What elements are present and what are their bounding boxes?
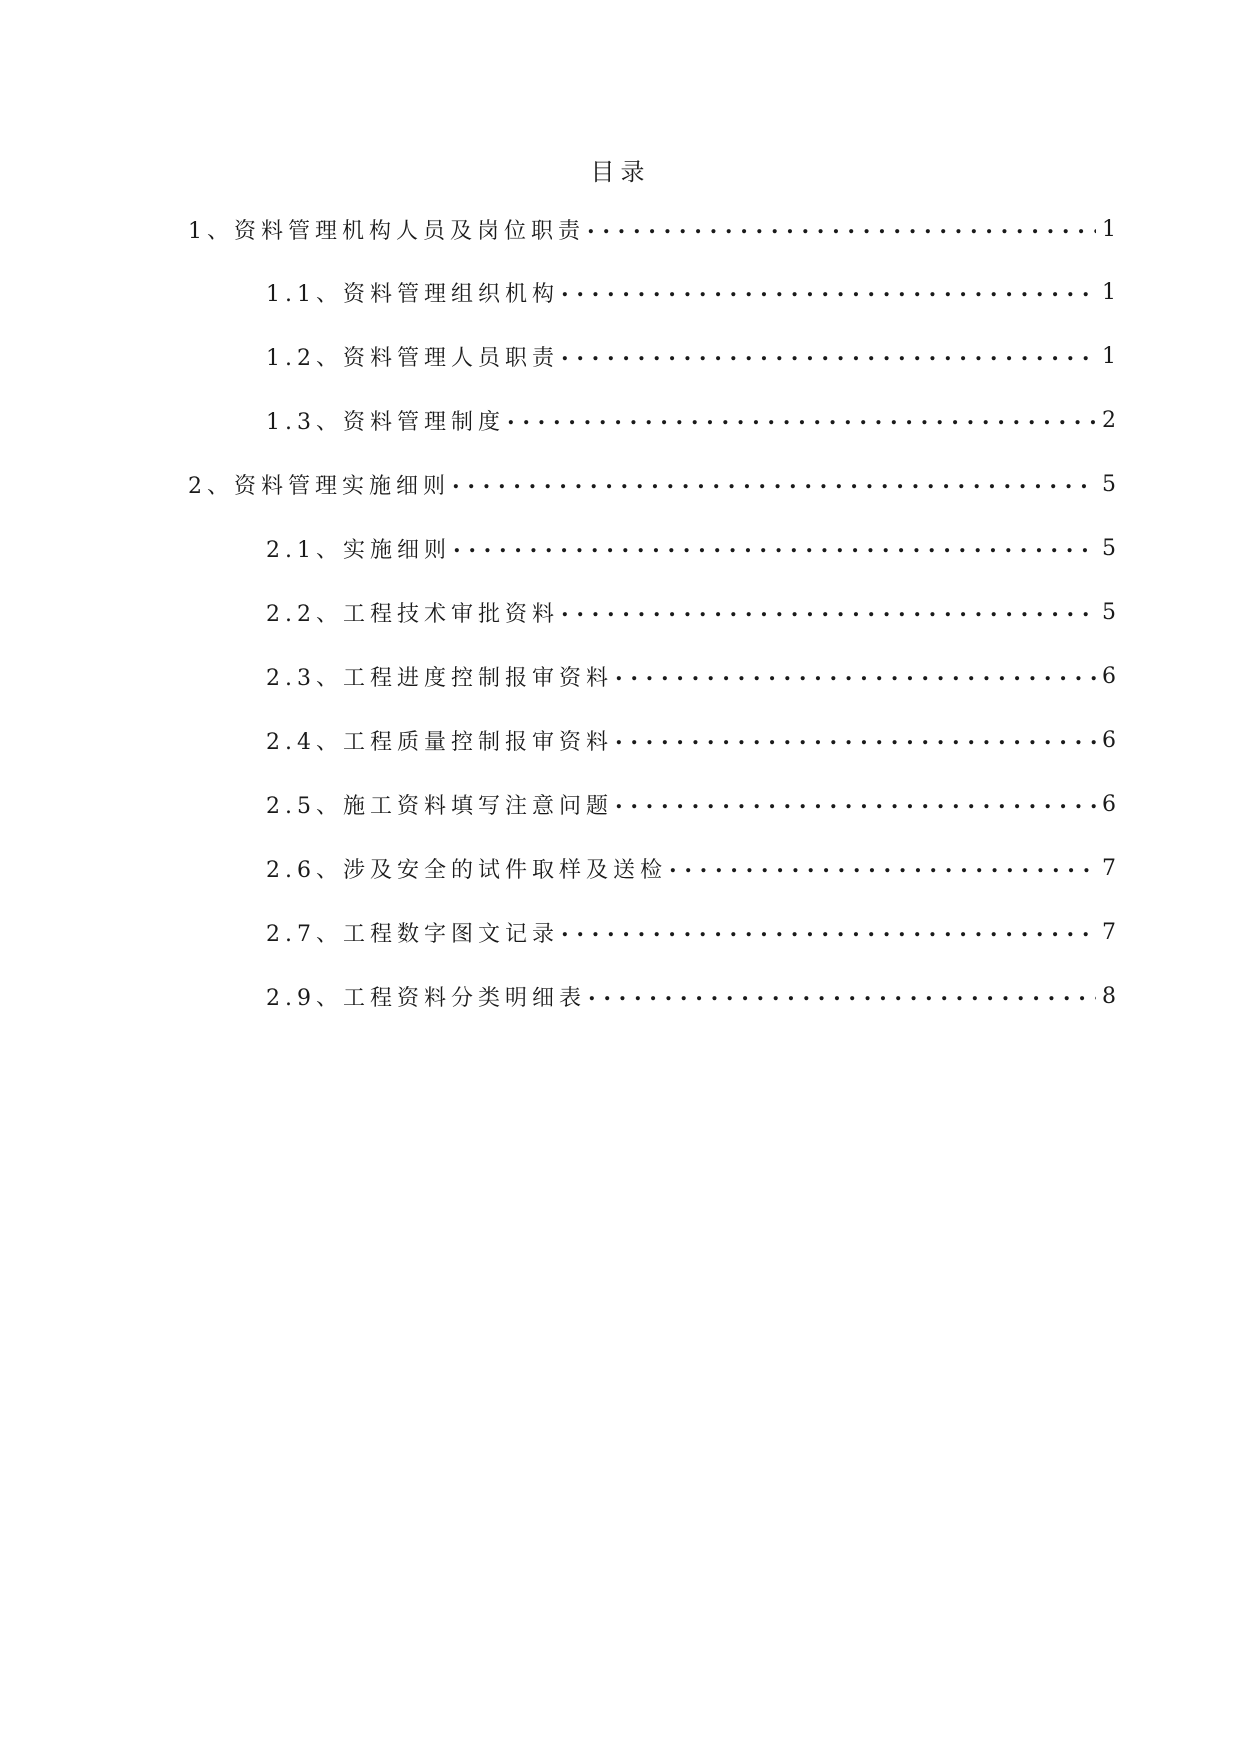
dot-leader: [561, 336, 1096, 376]
toc-entry-title: 工程进度控制报审资料: [343, 665, 614, 691]
dot-leader: [588, 976, 1096, 1016]
toc-entry[interactable]: [266, 912, 1116, 952]
toc-entry-number: 1.2、: [266, 345, 343, 371]
toc-entry-title: 工程质量控制报审资料: [343, 729, 614, 755]
toc-entry-title: 资料管理组织机构: [343, 281, 560, 307]
toc-entry-number: 1.3、: [266, 409, 343, 435]
toc-entry-page: 5: [1102, 599, 1116, 625]
toc-entry[interactable]: [266, 784, 1116, 824]
toc-entry-title: 实施细则: [343, 537, 452, 563]
toc-entry-number: 2.3、: [266, 665, 343, 691]
toc-entry[interactable]: [266, 336, 1116, 376]
dot-leader: [669, 848, 1096, 888]
toc-entry-title: 工程数字图文记录: [343, 921, 560, 947]
toc-entry-page: 5: [1102, 471, 1116, 497]
toc-entry-page: 1: [1102, 343, 1116, 369]
dot-leader: [452, 464, 1096, 504]
toc-entry[interactable]: [266, 272, 1116, 312]
toc-entry-title: 工程技术审批资料: [343, 601, 560, 627]
toc-entry-page: 6: [1102, 791, 1116, 817]
toc-entry-number: 2.1、: [266, 537, 343, 563]
toc-entry-number: 2、: [188, 473, 234, 499]
toc-entry-page: 6: [1102, 727, 1116, 753]
toc-entry-page: 5: [1102, 535, 1116, 561]
toc-entry[interactable]: [266, 720, 1116, 760]
toc-entry[interactable]: [266, 592, 1116, 632]
toc-entry-title: 资料管理人员职责: [343, 345, 560, 371]
toc-entry-title: 资料管理制度: [343, 409, 506, 435]
toc-entry-page: 7: [1102, 855, 1116, 881]
toc-entry[interactable]: [266, 848, 1116, 888]
toc-entry[interactable]: [188, 209, 1116, 249]
toc-entry-title: 施工资料填写注意问题: [343, 793, 614, 819]
dot-leader: [561, 592, 1096, 632]
toc-entry-page: 6: [1102, 663, 1116, 689]
dot-leader: [615, 720, 1096, 760]
toc-entry-title: 资料管理机构人员及岗位职责: [234, 218, 586, 244]
toc-entry-number: 2.2、: [266, 601, 343, 627]
toc-entry-title: 工程资料分类明细表: [343, 985, 587, 1011]
toc-entry[interactable]: [188, 464, 1116, 504]
dot-leader: [561, 272, 1096, 312]
toc-title: 目录: [590, 158, 651, 186]
dot-leader: [615, 784, 1096, 824]
toc-entry-number: 1.1、: [266, 281, 343, 307]
toc-entry-page: 1: [1102, 216, 1116, 242]
dot-leader: [507, 400, 1096, 440]
toc-entry-title: 涉及安全的试件取样及送检: [343, 857, 668, 883]
toc-entry-number: 2.9、: [266, 985, 343, 1011]
toc-entry-number: 2.4、: [266, 729, 343, 755]
toc-entry-page: 7: [1102, 919, 1116, 945]
toc-entry-title: 资料管理实施细则: [234, 473, 451, 499]
toc-entry-number: 1、: [188, 218, 234, 244]
dot-leader: [587, 209, 1096, 249]
dot-leader: [561, 912, 1096, 952]
toc-entry[interactable]: [266, 976, 1116, 1016]
toc-entry-number: 2.5、: [266, 793, 343, 819]
toc-entry-page: 2: [1102, 407, 1116, 433]
toc-entry[interactable]: [266, 400, 1116, 440]
toc-entry[interactable]: [266, 528, 1116, 568]
toc-entry-number: 2.6、: [266, 857, 343, 883]
toc-entry-page: 1: [1102, 279, 1116, 305]
dot-leader: [453, 528, 1096, 568]
toc-entry[interactable]: [266, 656, 1116, 696]
toc-entry-page: 8: [1102, 983, 1116, 1009]
toc-entry-number: 2.7、: [266, 921, 343, 947]
dot-leader: [615, 656, 1096, 696]
